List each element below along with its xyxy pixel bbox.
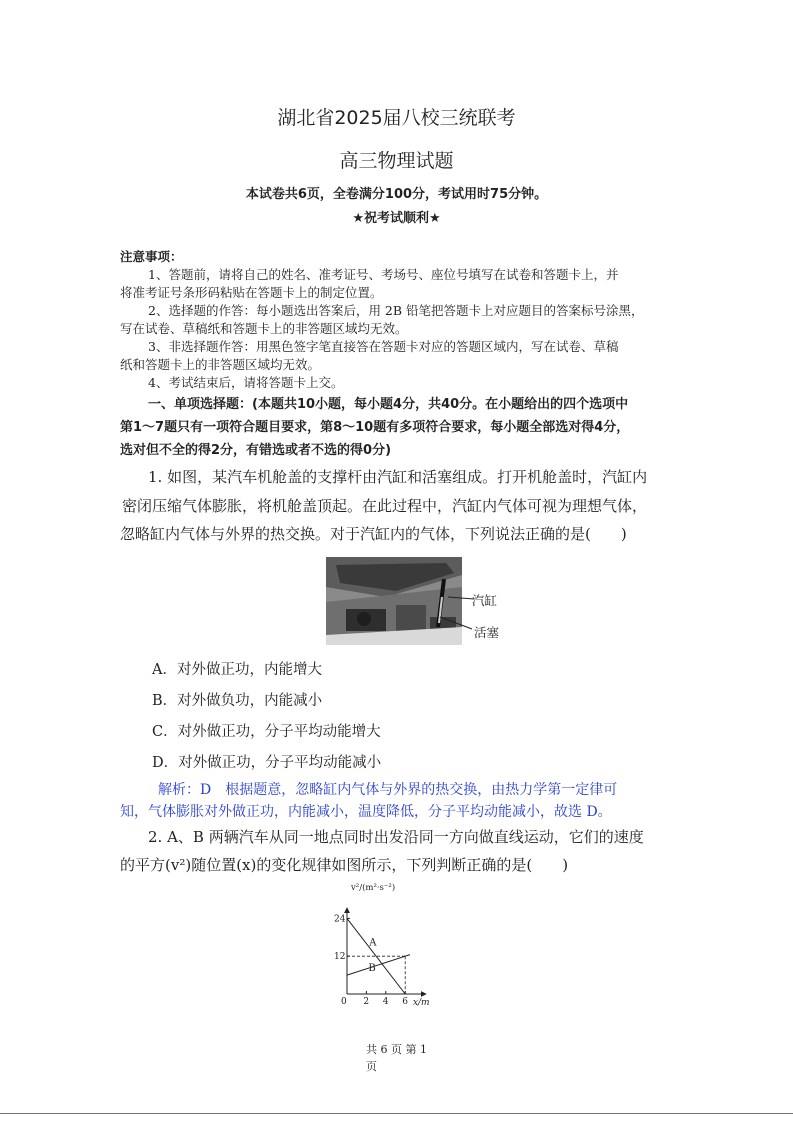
notice-item-4: 4、考试结束后，请将答题卡上交。 xyxy=(148,375,344,390)
answer-explanation-cont: 知，气体膨胀对外做正功，内能减小，温度降低，分子平均动能减小，故选 D。 xyxy=(120,804,612,820)
notice-item-3-cont: 纸和答题卡上的非答题区域均无效。 xyxy=(120,357,321,372)
y-tick-label: 12 xyxy=(334,952,346,963)
question-2-stem: 2. A、B 两辆汽车从同一地点同时出发沿同一方向做直线运动，它们的速度 xyxy=(148,828,644,846)
exam-title: 湖北省2025届八校三统联考 xyxy=(277,107,516,129)
question-2-stem-cont: 的平方(v²)随位置(x)的变化规律如图所示，下列判断正确的是( ) xyxy=(120,856,569,874)
option-a: A．对外做正功，内能增大 xyxy=(152,662,322,678)
series-b-label: B xyxy=(368,962,376,974)
notice-item-1-cont: 将准考证号条形码粘贴在答题卡上的制定位置。 xyxy=(120,285,383,300)
question-1-stem-cont-2: 忽略缸内气体与外界的热交换。对于汽缸内的气体，下列说法正确的是( ) xyxy=(120,525,627,543)
velocity-squared-chart xyxy=(330,880,500,1006)
section-heading: 一、单项选择题：(本题共10小题，每小题4分，共40分。在小题给出的四个选项中 xyxy=(148,397,629,412)
notice-item-3: 3、非选择题作答：用黑色签字笔直接答在答题卡对应的答题区域内，写在试卷、草稿 xyxy=(148,339,619,354)
x-tick-label: 6 xyxy=(402,997,408,1006)
x-axis-label: x/m xyxy=(412,998,430,1006)
good-luck-text: ★祝考试顺利★ xyxy=(352,211,441,226)
page-number: 共 6 页 第 1 xyxy=(366,1043,427,1056)
page-number-cont: 页 xyxy=(366,1060,377,1073)
subject-title: 高三物理试题 xyxy=(339,150,454,172)
label-cylinder: 汽缸 xyxy=(472,593,498,608)
notice-item-1: 1、答题前，请将自己的姓名、准考证号、考场号、座位号填写在试卷和答题卡上，并 xyxy=(148,267,619,282)
option-b: B．对外做负功，内能减小 xyxy=(152,693,323,709)
exam-info: 本试卷共6页，全卷满分100分，考试用时75分钟。 xyxy=(245,187,548,202)
x-tick-label: 2 xyxy=(363,997,370,1006)
answer-explanation: 解析：D 根据题意，忽略缸内气体与外界的热交换，由热力学第一定律可 xyxy=(158,782,618,798)
notice-item-2-cont: 写在试卷、草稿纸和答题卡上的非答题区域均无效。 xyxy=(120,321,408,336)
y-axis-label: v²/(m²·s⁻²) xyxy=(351,883,396,893)
option-d: D．对外做正功，分子平均动能减小 xyxy=(152,755,382,771)
question-1-stem: 1. 如图，某汽车机舱盖的支撑杆由汽缸和活塞组成。打开机舱盖时，汽缸内 xyxy=(148,468,648,486)
series-a-label: A xyxy=(369,937,377,949)
label-piston: 活塞 xyxy=(474,625,500,640)
page-bottom-divider xyxy=(0,1113,793,1114)
notice-heading: 注意事项： xyxy=(120,249,183,264)
series-b-line xyxy=(347,955,410,975)
series-a-line xyxy=(347,918,405,994)
x-tick-label: 4 xyxy=(382,997,389,1006)
section-heading-cont-2: 选对但不全的得2分，有错选或者不选的得0分) xyxy=(120,443,392,458)
question-1-stem-cont-1: 密闭压缩气体膨胀，将机舱盖顶起。在此过程中，汽缸内气体可视为理想气体， xyxy=(122,497,648,515)
y-tick-label: 24 xyxy=(334,914,346,925)
x-tick-label: 0 xyxy=(341,997,347,1006)
option-c: C．对外做正功，分子平均动能增大 xyxy=(152,724,381,740)
notice-item-2: 2、选择题的作答：每小题选出答案后，用 2B 铅笔把答题卡上对应题目的答案标号涂黑， xyxy=(148,303,644,318)
section-heading-cont-1: 第1～7题只有一项符合题目要求，第8～10题有多项符合要求，每小题全部选对得4分， xyxy=(120,420,630,435)
